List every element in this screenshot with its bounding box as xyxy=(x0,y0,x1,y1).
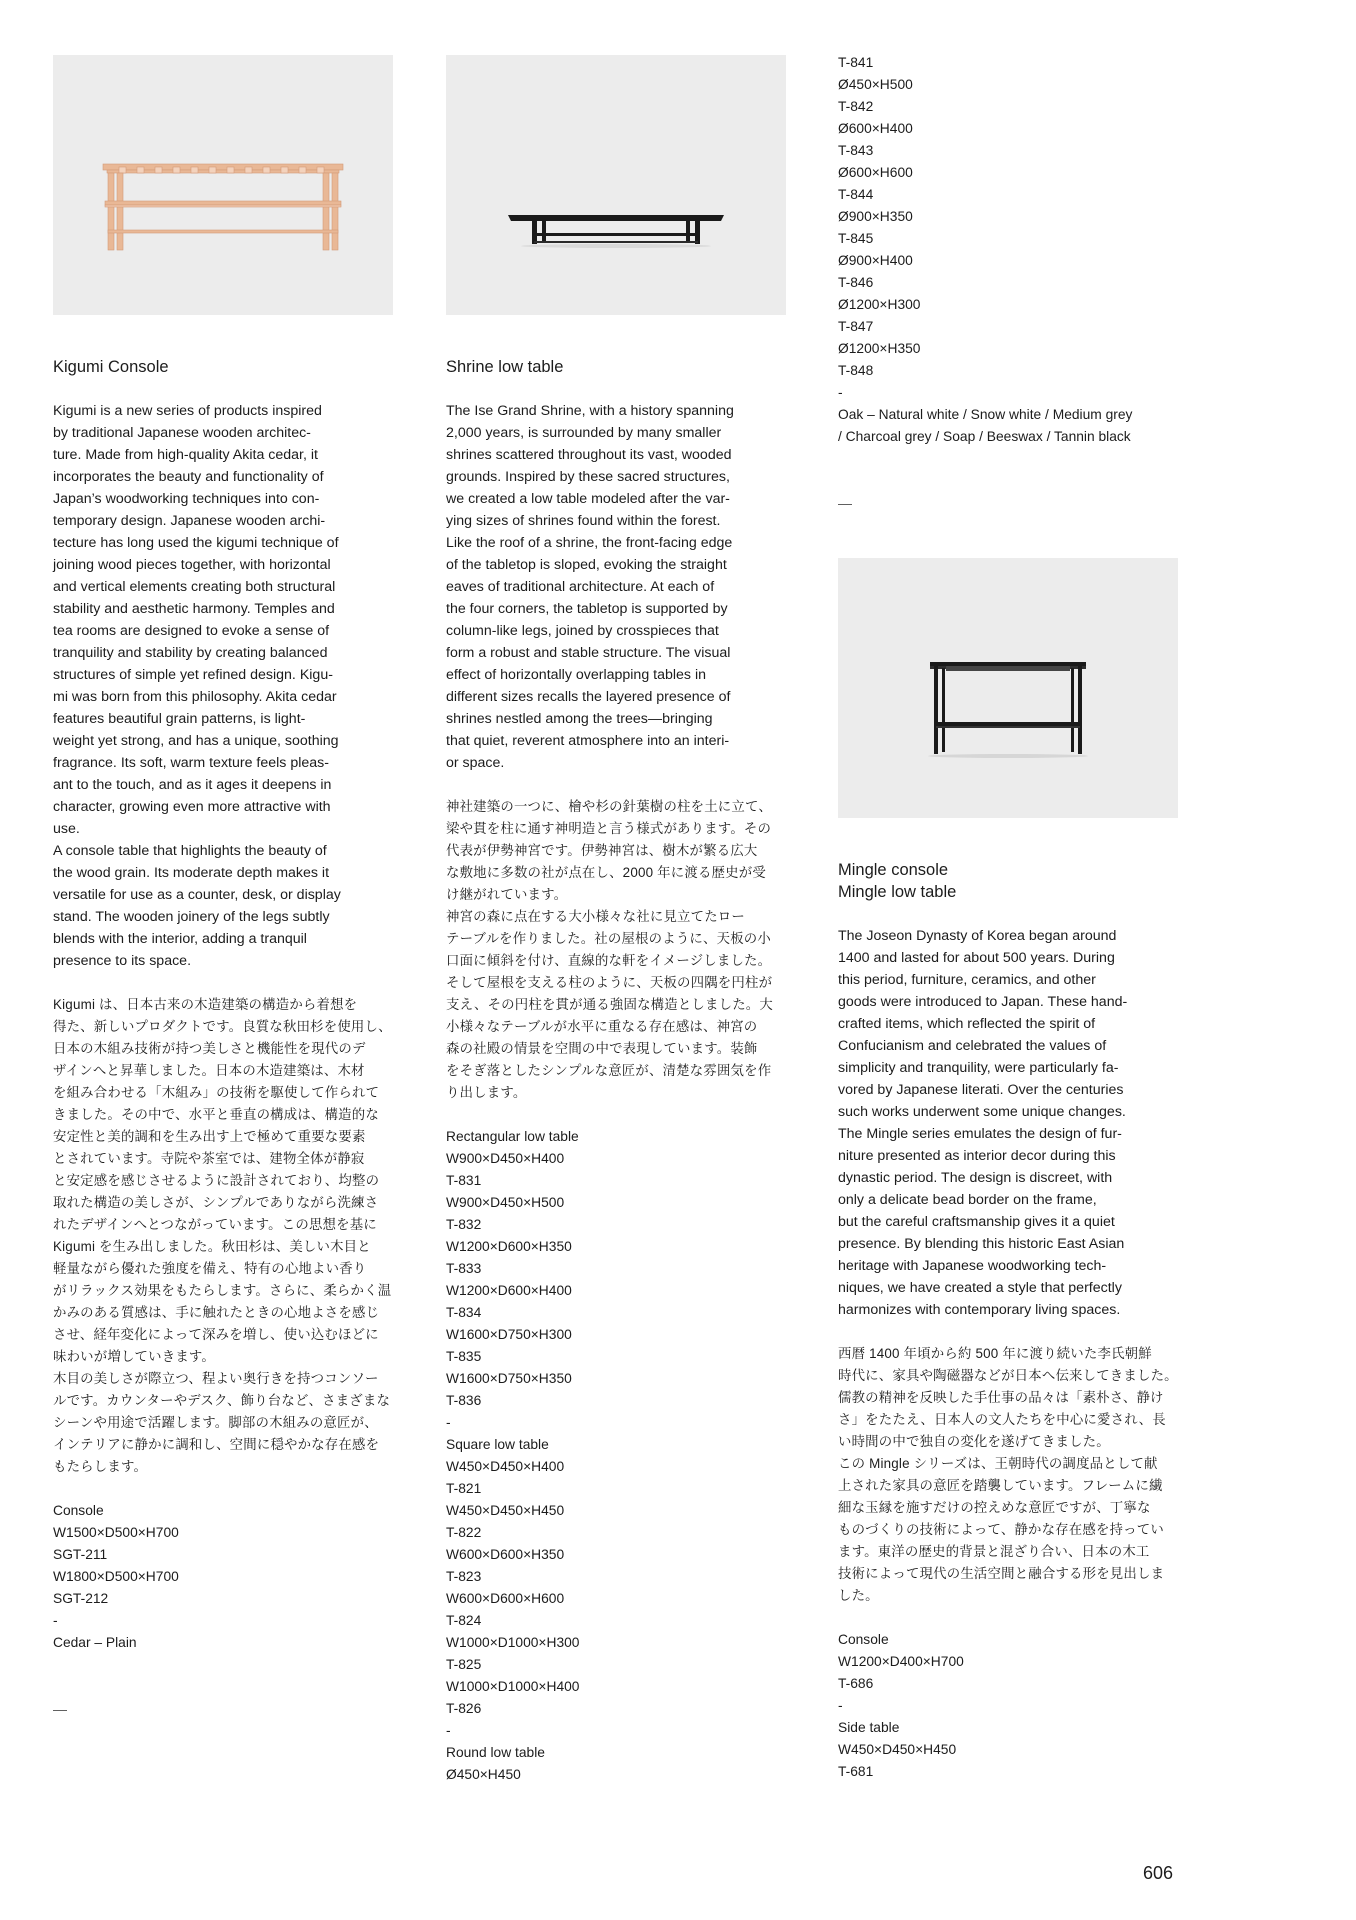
text-line: 小様々なテーブルが水平に重なる存在感は、神宮の xyxy=(446,1019,758,1034)
text-line: 安定性と美的調和を生み出す上で極めて重要な要素 xyxy=(53,1129,366,1144)
text-line: 細な玉縁を施すだけの控えめな意匠ですが、丁寧な xyxy=(838,1500,1151,1515)
text-line: がリラックス効果をもたらします。さらに、柔らかく温 xyxy=(53,1283,392,1298)
spec-line: T-823 xyxy=(446,1569,482,1584)
spec-line: T-826 xyxy=(446,1701,482,1716)
text-line: インテリアに静かに調和し、空間に穏やかな存在感を xyxy=(53,1437,380,1452)
kigumi-console-photo xyxy=(53,55,393,315)
text-line: 梁や貫を柱に通す神明造と言う様式があります。その xyxy=(446,821,772,836)
spec-line: Ø900×H400 xyxy=(838,253,913,268)
text-line: simplicity and tranquility, were particularly fa- xyxy=(838,1060,1119,1076)
text-line: ture. Made from high-quality Akita cedar, it xyxy=(53,447,318,463)
text-line: crafted items, which reflected the spirit of xyxy=(838,1016,1096,1032)
text-line: shrines nestled among the trees—bringing xyxy=(446,711,713,727)
text-line: this period, furniture, ceramics, and other xyxy=(838,972,1096,988)
spec-line: Square low table xyxy=(446,1437,549,1452)
text-line: 日本の木組み技術が持つ美しさと機能性を現代のデ xyxy=(53,1041,366,1056)
spec-line: W1600×D750×H300 xyxy=(446,1327,572,1342)
text-line: 支え、その円柱を貫が通る強固な構造としました。大 xyxy=(446,997,773,1012)
mingle-description-en xyxy=(838,925,1178,1321)
kigumi-column xyxy=(53,55,393,1720)
text-line: 代表が伊勢神宮です。伊勢神宮は、樹木が繁る広大 xyxy=(446,843,758,858)
spec-line: W450×D450×H450 xyxy=(838,1742,957,1757)
text-line: をそぎ落としたシンプルな意匠が、清楚な雰囲気を作 xyxy=(446,1063,772,1078)
shrine-specs xyxy=(446,1126,786,1786)
mingle-console-title: Mingle console xyxy=(838,861,949,879)
spec-line: W1200×D600×H400 xyxy=(446,1283,572,1298)
spec-line: Ø1200×H350 xyxy=(838,341,921,356)
text-line: dynastic period. The design is discreet, with xyxy=(838,1170,1113,1186)
spec-line: T-844 xyxy=(838,187,874,202)
text-line: Like the roof of a shrine, the front-facing edge xyxy=(446,535,733,551)
kigumi-title: Kigumi Console xyxy=(53,358,169,376)
spec-line: Ø1200×H300 xyxy=(838,297,921,312)
text-line: Kigumi は、日本古来の木造建築の構造から着想を xyxy=(53,997,358,1012)
text-line: Kigumi を生み出しました。秋田杉は、美しい木目と xyxy=(53,1239,371,1254)
spec-line: T-681 xyxy=(838,1764,874,1779)
text-line: Japan’s woodworking techniques into con- xyxy=(53,491,320,507)
text-line: eaves of traditional architecture. At each of xyxy=(446,579,715,595)
spec-line: Ø600×H400 xyxy=(838,121,913,136)
spec-line: T-836 xyxy=(446,1393,482,1408)
text-line: さ」をたたえ、日本人の文人たちを中心に愛され、長 xyxy=(838,1412,1166,1427)
text-line: Kigumi is a new series of products inspired xyxy=(53,403,322,419)
text-line: かみのある質感は、手に触れたときの心地よさを感じ xyxy=(53,1305,380,1320)
spec-line: Console xyxy=(53,1503,104,1518)
text-line: 時代に、家具や陶磁器などが日本へ伝来してきました。 xyxy=(838,1368,1178,1383)
text-line: character, growing even more attractive with xyxy=(53,799,331,815)
spec-line: Rectangular low table xyxy=(446,1129,579,1144)
text-line: い時間の中で独自の変化を遂げてきました。 xyxy=(838,1434,1110,1449)
text-line: only a delicate bead border on the frame, xyxy=(838,1192,1097,1208)
text-line: we created a low table modeled after the var- xyxy=(446,491,730,507)
text-line: 軽量ながら優れた強度を備え、特有の心地よい香り xyxy=(53,1261,367,1276)
text-line: the wood grain. Its moderate depth makes it xyxy=(53,865,330,881)
spec-line: W1200×D400×H700 xyxy=(838,1654,964,1669)
spec-line: W900×D450×H500 xyxy=(446,1195,565,1210)
spec-line: Ø900×H350 xyxy=(838,209,913,224)
text-line: niques, we have created a style that perfectly xyxy=(838,1280,1122,1296)
text-line: り出します。 xyxy=(446,1085,527,1100)
shrine-specs-continued xyxy=(838,52,1178,448)
spec-line: T-831 xyxy=(446,1173,482,1188)
spec-line: SGT-212 xyxy=(53,1591,109,1606)
text-line: tranquility and stability by creating balanced xyxy=(53,645,328,661)
text-line: 儒教の精神を反映した手仕事の品々は「素朴さ、静け xyxy=(838,1390,1164,1405)
text-line: The Mingle series emulates the design of fur- xyxy=(838,1126,1122,1142)
text-line: ant to the touch, and as it ages it deepens in xyxy=(53,777,332,793)
text-line: features beautiful grain patterns, is light- xyxy=(53,711,306,727)
text-line: vored by Japanese literati. Over the centuries xyxy=(838,1082,1124,1098)
text-line: blends with the interior, adding a tranquil xyxy=(53,931,307,947)
shrine-description-ja xyxy=(446,796,786,1104)
spec-line: T-822 xyxy=(446,1525,482,1540)
spec-line: - xyxy=(838,1698,843,1713)
kigumi-description-ja xyxy=(53,994,393,1478)
spec-line: Console xyxy=(838,1632,889,1647)
text-line: niture presented as interior decor during this xyxy=(838,1148,1116,1164)
spec-line: T-842 xyxy=(838,99,874,114)
spec-line: W600×D600×H600 xyxy=(446,1591,565,1606)
text-line: もたらします。 xyxy=(53,1459,148,1474)
text-line: 上された家具の意匠を踏襲しています。フレームに繊 xyxy=(838,1478,1163,1493)
text-line: such works underwent some unique changes. xyxy=(838,1104,1126,1120)
text-line: 口面に傾斜を付け、直線的な軒をイメージしました。 xyxy=(446,953,772,968)
spec-line: Ø450×H450 xyxy=(446,1767,521,1782)
text-line: of the tabletop is sloped, evoking the straight xyxy=(446,557,727,573)
spec-line: T-843 xyxy=(838,143,874,158)
text-line: form a robust and stable structure. The visual xyxy=(446,645,731,661)
text-line: different sizes recalls the layered presence of xyxy=(446,689,731,705)
finish-options-line: / Charcoal grey / Soap / Beeswax / Tannin black xyxy=(838,429,1131,444)
text-line: 1400 and lasted for about 500 years. During xyxy=(838,950,1115,966)
spec-line: W600×D600×H350 xyxy=(446,1547,565,1562)
text-line: presence. By blending this historic East Asian xyxy=(838,1236,1125,1252)
mingle-description-ja xyxy=(838,1343,1178,1607)
mingle-low-table-title: Mingle low table xyxy=(838,883,957,901)
text-line: ます。東洋の歴史的背景と混ざり合い、日本の木工 xyxy=(838,1544,1150,1559)
text-line: effect of horizontally overlapping tables in xyxy=(446,667,707,683)
spec-line: SGT-211 xyxy=(53,1547,108,1562)
text-line: 得た、新しいプロダクトです。良質な秋田杉を使用し、 xyxy=(53,1019,392,1034)
text-line: harmonizes with contemporary living spaces. xyxy=(838,1302,1121,1318)
spec-line: - xyxy=(446,1415,451,1430)
spec-line: T-835 xyxy=(446,1349,482,1364)
spec-line: W1600×D750×H350 xyxy=(446,1371,572,1386)
text-line: きました。その中で、水平と垂直の構成は、構造的な xyxy=(53,1107,379,1122)
text-line: 西暦 1400 年頃から約 500 年に渡り続いた李氏朝鮮 xyxy=(838,1346,1152,1361)
section-end-dash: — xyxy=(838,495,852,511)
text-line: the four corners, the tabletop is supported by xyxy=(446,601,728,617)
kigumi-specs xyxy=(53,1500,393,1654)
spec-line: T-832 xyxy=(446,1217,482,1232)
kigumi-console-illustration xyxy=(53,55,393,315)
text-line: れたデザインへとつながっています。この思想を基に xyxy=(53,1217,377,1232)
spec-line: W1500×D500×H700 xyxy=(53,1525,179,1540)
spec-line: W1000×D1000×H400 xyxy=(446,1679,580,1694)
text-line: ザインへと昇華しました。日本の木造建築は、木材 xyxy=(53,1063,365,1078)
spec-line: T-847 xyxy=(838,319,874,334)
text-line: incorporates the beauty and functionality of xyxy=(53,469,324,485)
text-line: 2,000 years, is surrounded by many smaller xyxy=(446,425,722,441)
spec-line: T-848 xyxy=(838,363,874,378)
spec-line: T-686 xyxy=(838,1676,874,1691)
text-line: シーンや用途で活躍します。脚部の木組みの意匠が、 xyxy=(53,1415,378,1430)
mingle-console-photo xyxy=(838,558,1178,818)
text-line: 神社建築の一つに、檜や杉の針葉樹の柱を土に立て、 xyxy=(446,799,772,814)
text-line: した。 xyxy=(838,1588,879,1603)
text-line: け継がれています。 xyxy=(446,887,568,902)
spec-line: W1000×D1000×H300 xyxy=(446,1635,580,1650)
spec-line: T-845 xyxy=(838,231,874,246)
spec-line: Ø600×H600 xyxy=(838,165,913,180)
text-line: 取れた構造の美しさが、シンプルでありながら洗練さ xyxy=(53,1195,379,1210)
text-line: 技術によって現代の生活空間と融合する形を見出しま xyxy=(838,1566,1165,1581)
text-line: と安定感を感じさせるように設計されており、均整の xyxy=(53,1173,380,1188)
text-line: temporary design. Japanese wooden archi- xyxy=(53,513,326,529)
text-line: そして屋根を支える柱のように、天板の四隅を円柱が xyxy=(446,975,773,990)
text-line: tecture has long used the kigumi technique of xyxy=(53,535,339,551)
text-line: shrines scattered throughout its vast, wooded xyxy=(446,447,732,463)
finish-options-line: Oak – Natural white / Snow white / Medium grey xyxy=(838,407,1133,422)
spec-line: T-841 xyxy=(838,55,874,70)
text-line: ルです。カウンターやデスク、飾り台など、さまざまな xyxy=(53,1393,391,1408)
text-line: The Ise Grand Shrine, with a history spanning xyxy=(446,403,734,419)
text-line: tea rooms are designed to evoke a sense of xyxy=(53,623,330,639)
shrine-column xyxy=(446,55,786,1786)
spec-line: - xyxy=(446,1723,451,1738)
shrine-title: Shrine low table xyxy=(446,358,564,376)
mingle-column xyxy=(838,52,1178,1783)
text-line: by traditional Japanese wooden architec- xyxy=(53,425,311,441)
spec-line: T-833 xyxy=(446,1261,482,1276)
page-number: 606 xyxy=(1143,1863,1174,1883)
text-line: column-like legs, joined by crosspieces that xyxy=(446,623,719,639)
mingle-console-illustration xyxy=(838,558,1178,818)
text-line: and vertical elements creating both structural xyxy=(53,579,336,595)
text-line: させ、経年変化によって深みを増し、使い込むほどに xyxy=(53,1327,379,1342)
text-line: mi was born from this philosophy. Akita cedar xyxy=(53,689,337,705)
spec-line: W1200×D600×H350 xyxy=(446,1239,572,1254)
spec-line: T-821 xyxy=(446,1481,482,1496)
text-line: 味わいが増していきます。 xyxy=(53,1349,216,1364)
text-line: or space. xyxy=(446,755,505,771)
text-line: ying sizes of shrines found within the forest. xyxy=(446,513,721,529)
shrine-low-table-illustration xyxy=(446,55,786,315)
text-line: な敷地に多数の社が点在し、2000 年に渡る歴史が受 xyxy=(446,865,766,880)
text-line: weight yet strong, and has a unique, soothing xyxy=(53,733,339,749)
text-line: goods were introduced to Japan. These hand- xyxy=(838,994,1128,1010)
mingle-specs xyxy=(838,1629,1178,1783)
spec-line: T-846 xyxy=(838,275,874,290)
spec-line: - xyxy=(53,1613,58,1628)
spec-line: Ø450×H500 xyxy=(838,77,913,92)
spec-line: T-834 xyxy=(446,1305,482,1320)
text-line: この Mingle シリーズは、王朝時代の調度品として献 xyxy=(838,1456,1158,1471)
text-line: heritage with Japanese woodworking tech- xyxy=(838,1258,1107,1274)
spec-line: T-825 xyxy=(446,1657,482,1672)
text-line: テーブルを作りました。社の屋根のように、天板の小 xyxy=(446,931,771,946)
text-line: stand. The wooden joinery of the legs subtly xyxy=(53,909,330,925)
spec-line: Side table xyxy=(838,1720,900,1735)
text-line: but the careful craftsmanship gives it a quiet xyxy=(838,1214,1115,1230)
kigumi-description-en xyxy=(53,400,393,972)
text-line: 神宮の森に点在する大小様々な社に見立てたロー xyxy=(446,909,745,924)
text-line: use. xyxy=(53,821,80,837)
text-line: that quiet, reverent atmosphere into an interi- xyxy=(446,733,730,749)
text-line: 木目の美しさが際立つ、程よい奥行きを持つコンソー xyxy=(53,1371,379,1386)
text-line: 森の社殿の情景を空間の中で表現しています。装飾 xyxy=(446,1041,758,1056)
text-line: presence to its space. xyxy=(53,953,192,969)
text-line: versatile for use as a counter, desk, or display xyxy=(53,887,341,903)
text-line: stability and aesthetic harmony. Temples and xyxy=(53,601,335,617)
text-line: を組み合わせる「木組み」の技術を駆使して作られて xyxy=(53,1085,380,1100)
shrine-description-en xyxy=(446,400,786,774)
section-end-dash: — xyxy=(53,1701,67,1717)
spec-line: T-824 xyxy=(446,1613,482,1628)
spec-line: W900×D450×H400 xyxy=(446,1151,565,1166)
text-line: ものづくりの技術によって、静かな存在感を持ってい xyxy=(838,1522,1164,1537)
shrine-low-table-photo xyxy=(446,55,786,315)
spec-line: Cedar – Plain xyxy=(53,1635,137,1650)
text-line: とされています。寺院や茶室では、建物全体が静寂 xyxy=(53,1151,365,1166)
text-line: structures of simple yet refined design. Kigu- xyxy=(53,667,333,683)
text-line: The Joseon Dynasty of Korea began around xyxy=(838,928,1117,944)
spec-line: - xyxy=(838,385,843,400)
text-line: Confucianism and celebrated the values of xyxy=(838,1038,1107,1054)
spec-line: W450×D450×H400 xyxy=(446,1459,565,1474)
spec-line: W450×D450×H450 xyxy=(446,1503,565,1518)
text-line: joining wood pieces together, with horizontal xyxy=(53,557,331,573)
text-line: grounds. Inspired by these sacred structures, xyxy=(446,469,730,485)
spec-line: W1800×D500×H700 xyxy=(53,1569,179,1584)
text-line: fragrance. Its soft, warm texture feels pleas- xyxy=(53,755,329,771)
spec-line: Round low table xyxy=(446,1745,545,1760)
text-line: A console table that highlights the beauty of xyxy=(53,843,327,859)
